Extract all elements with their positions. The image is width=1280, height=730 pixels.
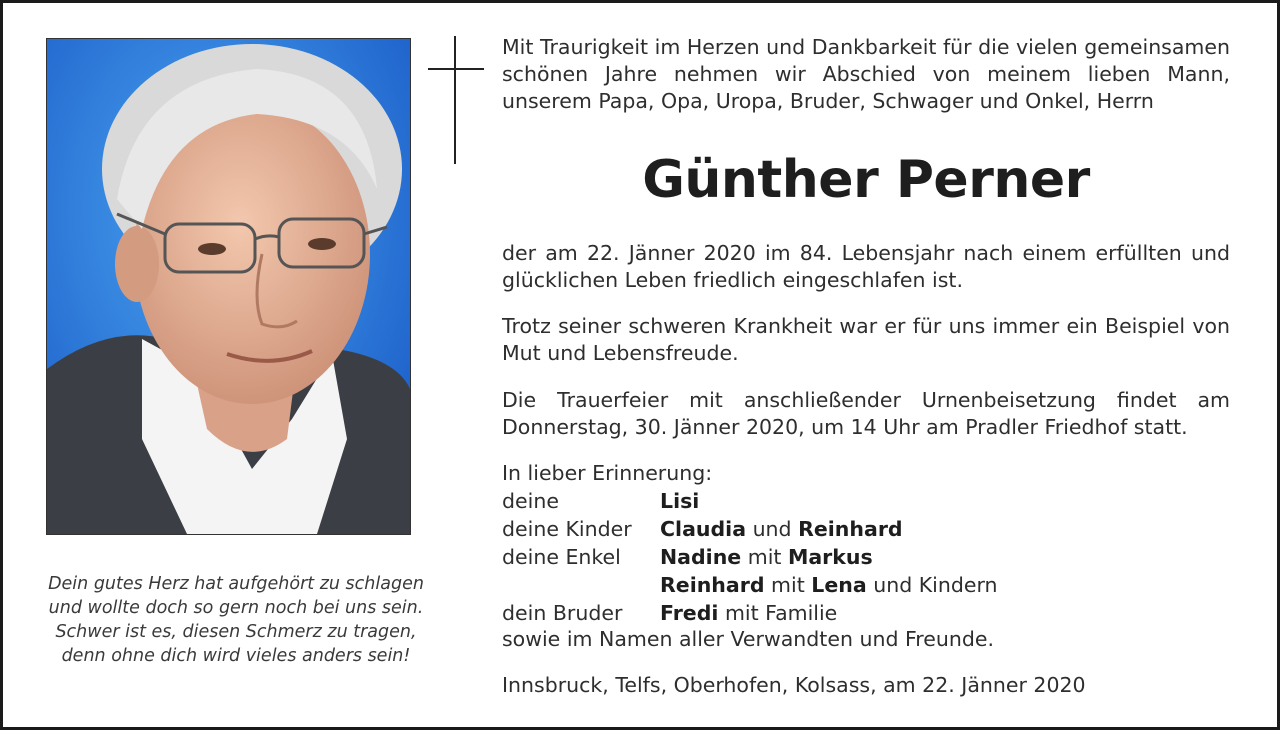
connector-text: mit	[764, 573, 812, 597]
family-member-name: Lena	[811, 573, 867, 597]
remembrance-heading: In lieber Erinnerung:	[502, 461, 713, 485]
cross-icon	[428, 36, 484, 166]
intro-text: Mit Traurigkeit im Herzen und Dankbarkeit für die vielen gemeinsamen schönen Jahre nehmen wir Abschied von meinem lieben Mann, unserem Papa, Opa, Uropa, Bruder, Schwager und Onkel, Herrn	[502, 35, 1230, 113]
death-paragraph: der am 22. Jänner 2020 im 84. Lebensjahr nach einem erfüllten und glücklichen Leben friedlich eingeschlafen ist.	[502, 241, 1230, 292]
connector-text: und Kindern	[866, 573, 998, 597]
connector-text: mit	[741, 545, 788, 569]
family-member-name: Markus	[787, 545, 873, 569]
tribute-paragraph: Trotz seiner schweren Krankheit war er für uns immer ein Beispiel von Mut und Lebensfreude.	[502, 314, 1230, 365]
connector-text: und	[746, 517, 799, 541]
family-member-name: Claudia	[660, 517, 747, 541]
funeral-paragraph: Die Trauerfeier mit anschließender Urnenbeisetzung findet am Donnerstag, 30. Jänner 2020, um 14 Uhr am Pradler Friedhof statt.	[502, 388, 1230, 439]
family-member-name: Nadine	[660, 545, 742, 569]
family-names	[660, 515, 903, 543]
family-names	[660, 599, 837, 627]
family-member-name: Reinhard	[660, 573, 765, 597]
poem-line: und wollte doch so gern noch bei uns sein.	[48, 598, 424, 618]
poem-line: Dein gutes Herz hat aufgehört zu schlagen	[48, 574, 424, 594]
family-member-name: Reinhard	[798, 517, 903, 541]
family-names	[660, 571, 998, 599]
memorial-poem	[20, 572, 452, 668]
poem-line: denn ohne dich wird vieles anders sein!	[61, 646, 411, 666]
connector-text: mit Familie	[718, 601, 838, 625]
family-names	[660, 543, 873, 571]
family-names	[660, 487, 699, 515]
place-date: Innsbruck, Telfs, Oberhofen, Kolsass, am 22. Jänner 2020	[502, 673, 1086, 697]
relation-label: deine Enkel	[502, 545, 621, 569]
family-member-name: Lisi	[660, 489, 700, 513]
poem-line: Schwer ist es, diesen Schmerz zu tragen,	[55, 622, 417, 642]
relation-label: dein Bruder	[502, 601, 623, 625]
portrait-photo	[46, 38, 411, 535]
relatives-line: sowie im Namen aller Verwandten und Freunde.	[502, 627, 994, 651]
deceased-name: Günther Perner	[642, 150, 1090, 210]
family-member-name: Fredi	[660, 601, 719, 625]
relation-label: deine Kinder	[502, 517, 632, 541]
relation-label: deine	[502, 489, 559, 513]
